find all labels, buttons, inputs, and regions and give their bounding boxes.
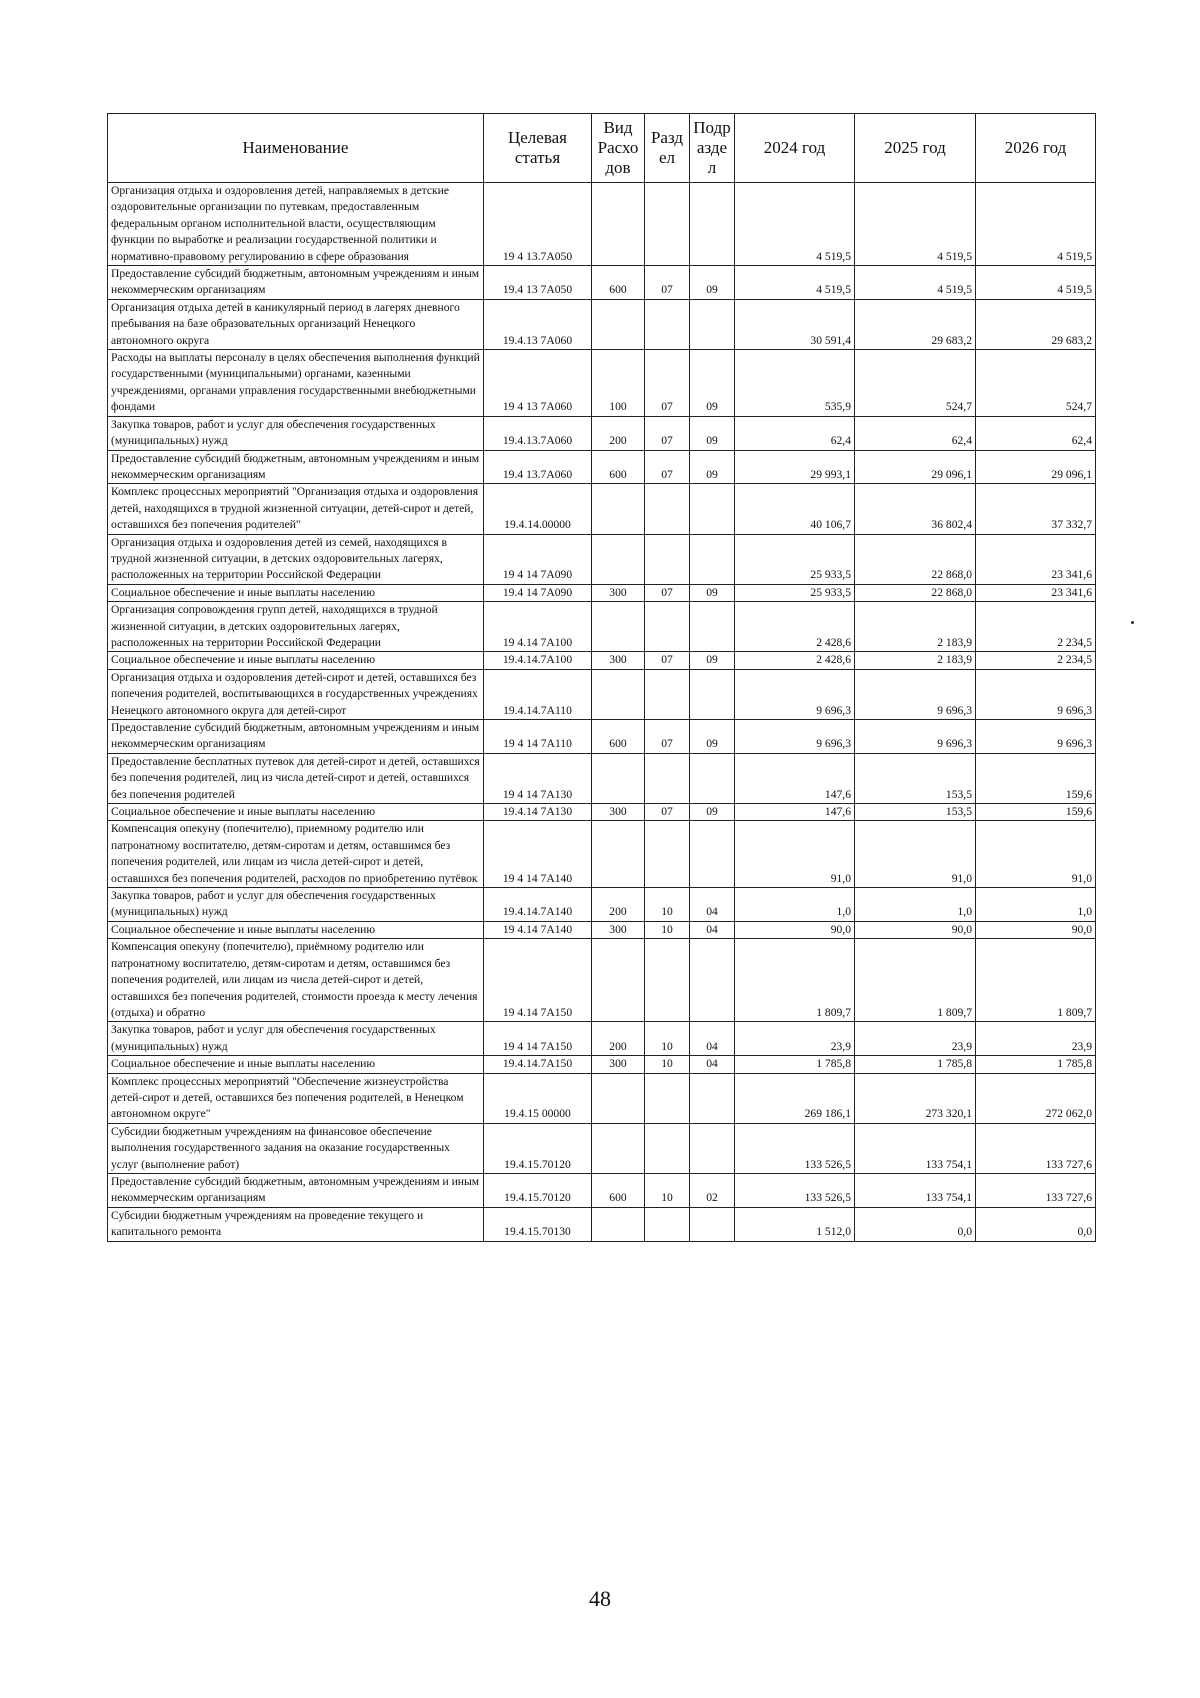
cell-expense-type [592, 753, 645, 803]
cell-subsection: 04 [690, 888, 735, 922]
cell-year-2025: 153,5 [855, 753, 976, 803]
cell-year-2024: 133 526,5 [735, 1123, 855, 1173]
header-expense-type: Вид Расхо дов [592, 114, 645, 183]
cell-year-2026: 9 696,3 [976, 669, 1096, 719]
cell-expense-type: 300 [592, 584, 645, 601]
cell-expense-type: 100 [592, 350, 645, 417]
cell-section: 07 [645, 350, 690, 417]
cell-target-article: 19.4.13 7А060 [484, 299, 592, 349]
cell-year-2026: 62,4 [976, 416, 1096, 450]
cell-year-2026: 9 696,3 [976, 720, 1096, 754]
cell-year-2026: 524,7 [976, 350, 1096, 417]
cell-year-2026: 4 519,5 [976, 183, 1096, 266]
budget-table [107, 113, 1096, 1242]
table-row [108, 669, 1096, 719]
cell-year-2024: 133 526,5 [735, 1173, 855, 1207]
cell-name: Предоставление субсидий бюджетным, автономным учреждениям и иным некоммерческим организациям [108, 1173, 484, 1207]
table-row [108, 921, 1096, 938]
table-row [108, 602, 1096, 652]
cell-year-2026: 1 809,7 [976, 939, 1096, 1022]
cell-name: Комплекс процессных мероприятий "Обеспечение жизнеустройства детей-сирот и детей, оставшихся без попечения родителей, в Ненецком автономном округе" [108, 1073, 484, 1123]
cell-subsection [690, 484, 735, 534]
table-row [108, 484, 1096, 534]
cell-target-article: 19 4 14 7А110 [484, 720, 592, 754]
cell-expense-type: 600 [592, 450, 645, 484]
cell-year-2024: 2 428,6 [735, 652, 855, 669]
cell-year-2024: 23,9 [735, 1022, 855, 1056]
cell-year-2025: 29 683,2 [855, 299, 976, 349]
cell-year-2026: 159,6 [976, 753, 1096, 803]
cell-expense-type: 200 [592, 1022, 645, 1056]
cell-name: Компенсация опекуну (попечителю), приёмному родителю или патронатному воспитателю, детям-сиротам и детям, оставшимся без попечения родителей, или лицам из числа детей-сирот и детей, оставшихся без попечения родителей, стоимости проезда к месту лечения (отдыха) и обратно [108, 939, 484, 1022]
cell-subsection [690, 1123, 735, 1173]
cell-target-article: 19 4.14 7А100 [484, 602, 592, 652]
cell-target-article: 19.4.15.70120 [484, 1123, 592, 1173]
cell-target-article: 19.4.14.7А140 [484, 888, 592, 922]
cell-year-2024: 25 933,5 [735, 584, 855, 601]
cell-target-article: 19 4.14 7А140 [484, 921, 592, 938]
cell-year-2024: 269 186,1 [735, 1073, 855, 1123]
cell-year-2026: 159,6 [976, 804, 1096, 821]
cell-year-2025: 1 785,8 [855, 1056, 976, 1073]
cell-year-2026: 29 096,1 [976, 450, 1096, 484]
cell-subsection: 09 [690, 720, 735, 754]
cell-section [645, 484, 690, 534]
cell-section [645, 821, 690, 888]
table-row [108, 416, 1096, 450]
cell-target-article: 19.4.15 00000 [484, 1073, 592, 1123]
header-name: Наименование [108, 114, 484, 183]
cell-year-2026: 23 341,6 [976, 584, 1096, 601]
cell-year-2025: 273 320,1 [855, 1073, 976, 1123]
header-year-2025: 2025 год [855, 114, 976, 183]
cell-year-2024: 1 785,8 [735, 1056, 855, 1073]
cell-year-2024: 9 696,3 [735, 669, 855, 719]
cell-year-2025: 29 096,1 [855, 450, 976, 484]
cell-year-2026: 91,0 [976, 821, 1096, 888]
cell-section: 07 [645, 266, 690, 300]
cell-year-2025: 2 183,9 [855, 602, 976, 652]
cell-expense-type: 300 [592, 921, 645, 938]
cell-expense-type [592, 484, 645, 534]
cell-expense-type: 600 [592, 1173, 645, 1207]
cell-year-2026: 37 332,7 [976, 484, 1096, 534]
cell-year-2025: 2 183,9 [855, 652, 976, 669]
cell-year-2025: 23,9 [855, 1022, 976, 1056]
table-row [108, 1056, 1096, 1073]
cell-year-2026: 272 062,0 [976, 1073, 1096, 1123]
cell-year-2024: 90,0 [735, 921, 855, 938]
cell-section [645, 1123, 690, 1173]
cell-year-2026: 1,0 [976, 888, 1096, 922]
cell-target-article: 19 4.14 7А150 [484, 939, 592, 1022]
table-row [108, 720, 1096, 754]
cell-expense-type: 600 [592, 720, 645, 754]
cell-subsection [690, 534, 735, 584]
cell-year-2024: 4 519,5 [735, 183, 855, 266]
cell-name: Закупка товаров, работ и услуг для обеспечения государственных (муниципальных) нужд [108, 1022, 484, 1056]
header-year-2024: 2024 год [735, 114, 855, 183]
cell-year-2024: 40 106,7 [735, 484, 855, 534]
table-row [108, 266, 1096, 300]
cell-name: Предоставление субсидий бюджетным, автономным учреждениям и иным некоммерческим организациям [108, 450, 484, 484]
cell-name: Предоставление субсидий бюджетным, автономным учреждениям и иным некоммерческим организациям [108, 266, 484, 300]
cell-expense-type: 200 [592, 888, 645, 922]
cell-target-article: 19 4 13 7А060 [484, 350, 592, 417]
cell-section [645, 669, 690, 719]
cell-target-article: 19.4.13.7А060 [484, 416, 592, 450]
cell-subsection: 09 [690, 350, 735, 417]
cell-name: Субсидии бюджетным учреждениям на проведение текущего и капитального ремонта [108, 1207, 484, 1241]
cell-year-2024: 147,6 [735, 753, 855, 803]
table-row [108, 584, 1096, 601]
cell-section [645, 1073, 690, 1123]
cell-section [645, 753, 690, 803]
cell-year-2025: 153,5 [855, 804, 976, 821]
cell-target-article: 19.4.14.7А100 [484, 652, 592, 669]
cell-section: 10 [645, 1022, 690, 1056]
cell-name: Закупка товаров, работ и услуг для обеспечения государственных (муниципальных) нужд [108, 888, 484, 922]
cell-section: 07 [645, 450, 690, 484]
header-target-article: Целевая статья [484, 114, 592, 183]
table-row [108, 1123, 1096, 1173]
cell-year-2024: 147,6 [735, 804, 855, 821]
cell-name: Организация отдыха и оздоровления детей-сирот и детей, оставшихся без попечения родителей, воспитывающихся в государственных учреждениях Ненецкого автономного округа для детей-сирот [108, 669, 484, 719]
cell-target-article: 19.4.14.00000 [484, 484, 592, 534]
cell-name: Социальное обеспечение и иные выплаты населению [108, 921, 484, 938]
header-year-2026: 2026 год [976, 114, 1096, 183]
cell-subsection [690, 1073, 735, 1123]
cell-expense-type: 300 [592, 1056, 645, 1073]
cell-expense-type [592, 1073, 645, 1123]
cell-expense-type [592, 183, 645, 266]
cell-expense-type [592, 939, 645, 1022]
page-number: 48 [589, 1586, 611, 1611]
cell-section: 07 [645, 652, 690, 669]
table-row [108, 804, 1096, 821]
cell-year-2024: 9 696,3 [735, 720, 855, 754]
cell-subsection: 09 [690, 416, 735, 450]
cell-name: Социальное обеспечение и иные выплаты населению [108, 1056, 484, 1073]
cell-year-2024: 91,0 [735, 821, 855, 888]
cell-expense-type [592, 669, 645, 719]
cell-name: Закупка товаров, работ и услуг для обеспечения государственных (муниципальных) нужд [108, 416, 484, 450]
cell-year-2025: 22 868,0 [855, 534, 976, 584]
table-body [108, 183, 1096, 1242]
cell-name: Социальное обеспечение и иные выплаты населению [108, 652, 484, 669]
cell-year-2024: 62,4 [735, 416, 855, 450]
cell-target-article: 19.4 13 7А050 [484, 266, 592, 300]
cell-year-2024: 1,0 [735, 888, 855, 922]
cell-section [645, 602, 690, 652]
cell-section: 10 [645, 1173, 690, 1207]
cell-expense-type [592, 1123, 645, 1173]
table-row [108, 652, 1096, 669]
cell-target-article: 19 4 14 7А150 [484, 1022, 592, 1056]
cell-target-article: 19 4 14 7А140 [484, 821, 592, 888]
cell-expense-type [592, 1207, 645, 1241]
cell-subsection: 09 [690, 450, 735, 484]
cell-subsection [690, 602, 735, 652]
cell-year-2025: 62,4 [855, 416, 976, 450]
cell-expense-type [592, 534, 645, 584]
cell-year-2024: 25 933,5 [735, 534, 855, 584]
cell-year-2025: 524,7 [855, 350, 976, 417]
cell-year-2024: 30 591,4 [735, 299, 855, 349]
budget-document [107, 113, 1095, 1242]
cell-year-2025: 0,0 [855, 1207, 976, 1241]
cell-year-2025: 91,0 [855, 821, 976, 888]
cell-section [645, 939, 690, 1022]
cell-name: Субсидии бюджетным учреждениям на финансовое обеспечение выполнения государственного задания на оказание государственных услуг (выполнение работ) [108, 1123, 484, 1173]
table-row [108, 450, 1096, 484]
cell-name: Комплекс процессных мероприятий "Организация отдыха и оздоровления детей, находящихся в трудной жизненной ситуации, детей-сирот и детей, оставшихся без попечения родителей" [108, 484, 484, 534]
cell-subsection [690, 753, 735, 803]
cell-name: Компенсация опекуну (попечителю), приемному родителю или патронатному воспитателю, детям-сиротам и детям, оставшимся без попечения родителей, или лицам из числа детей-сирот и детей, оставшихся без попечения родителей, расходов по приобретению путёвок [108, 821, 484, 888]
cell-expense-type [592, 602, 645, 652]
cell-name: Организация отдыха и оздоровления детей из семей, находящихся в трудной жизненной ситуации, в детских оздоровительных лагерях, расположенных на территории Российской Федерации [108, 534, 484, 584]
cell-year-2026: 2 234,5 [976, 652, 1096, 669]
cell-year-2025: 36 802,4 [855, 484, 976, 534]
cell-subsection [690, 183, 735, 266]
cell-section: 10 [645, 1056, 690, 1073]
cell-expense-type: 600 [592, 266, 645, 300]
cell-target-article: 19.4 14 7А090 [484, 584, 592, 601]
cell-target-article: 19 4 14 7А130 [484, 753, 592, 803]
cell-year-2026: 90,0 [976, 921, 1096, 938]
table-row [108, 299, 1096, 349]
cell-year-2025: 133 754,1 [855, 1123, 976, 1173]
table-row [108, 939, 1096, 1022]
header-section: Разд ел [645, 114, 690, 183]
cell-year-2026: 1 785,8 [976, 1056, 1096, 1073]
cell-year-2025: 22 868,0 [855, 584, 976, 601]
cell-subsection: 02 [690, 1173, 735, 1207]
cell-subsection [690, 669, 735, 719]
cell-year-2026: 4 519,5 [976, 266, 1096, 300]
cell-year-2024: 1 809,7 [735, 939, 855, 1022]
table-row [108, 183, 1096, 266]
table-row [108, 534, 1096, 584]
cell-year-2025: 1 809,7 [855, 939, 976, 1022]
table-row [108, 1207, 1096, 1241]
cell-subsection: 04 [690, 1056, 735, 1073]
cell-name: Организация сопровождения групп детей, находящихся в трудной жизненной ситуации, в детских оздоровительных лагерях, расположенных на территории Российской Федерации [108, 602, 484, 652]
cell-year-2026: 133 727,6 [976, 1173, 1096, 1207]
cell-target-article: 19.4 13.7А060 [484, 450, 592, 484]
cell-subsection [690, 821, 735, 888]
cell-subsection: 09 [690, 652, 735, 669]
cell-section: 10 [645, 888, 690, 922]
cell-year-2026: 2 234,5 [976, 602, 1096, 652]
cell-year-2024: 535,9 [735, 350, 855, 417]
cell-year-2024: 4 519,5 [735, 266, 855, 300]
cell-subsection: 04 [690, 1022, 735, 1056]
table-row [108, 753, 1096, 803]
cell-expense-type [592, 299, 645, 349]
cell-section: 10 [645, 921, 690, 938]
cell-section: 07 [645, 416, 690, 450]
cell-subsection: 04 [690, 921, 735, 938]
cell-expense-type: 300 [592, 804, 645, 821]
cell-year-2026: 23 341,6 [976, 534, 1096, 584]
cell-section [645, 183, 690, 266]
scan-speck [1131, 621, 1134, 624]
table-row [108, 888, 1096, 922]
cell-section [645, 299, 690, 349]
cell-target-article: 19.4.14 7А130 [484, 804, 592, 821]
cell-target-article: 19.4.15.70120 [484, 1173, 592, 1207]
cell-year-2026: 133 727,6 [976, 1123, 1096, 1173]
cell-year-2025: 1,0 [855, 888, 976, 922]
cell-subsection [690, 939, 735, 1022]
cell-expense-type: 300 [592, 652, 645, 669]
table-row [108, 821, 1096, 888]
table-row [108, 350, 1096, 417]
cell-subsection: 09 [690, 266, 735, 300]
cell-expense-type: 200 [592, 416, 645, 450]
cell-year-2024: 2 428,6 [735, 602, 855, 652]
cell-target-article: 19 4 13.7А050 [484, 183, 592, 266]
cell-year-2026: 29 683,2 [976, 299, 1096, 349]
cell-year-2025: 4 519,5 [855, 183, 976, 266]
cell-year-2025: 133 754,1 [855, 1173, 976, 1207]
cell-subsection: 09 [690, 584, 735, 601]
table-row [108, 1022, 1096, 1056]
cell-year-2024: 1 512,0 [735, 1207, 855, 1241]
cell-expense-type [592, 821, 645, 888]
cell-year-2024: 29 993,1 [735, 450, 855, 484]
cell-target-article: 19.4.15.70130 [484, 1207, 592, 1241]
header-subsection: Подр азде л [690, 114, 735, 183]
cell-target-article: 19.4.14.7А150 [484, 1056, 592, 1073]
cell-subsection: 09 [690, 804, 735, 821]
cell-section: 07 [645, 720, 690, 754]
cell-name: Предоставление бесплатных путевок для детей-сирот и детей, оставшихся без попечения родителей, лиц из числа детей-сирот и детей, оставшихся без попечения родителей [108, 753, 484, 803]
cell-name: Расходы на выплаты персоналу в целях обеспечения выполнения функций государственными (муниципальными) органами, казенными учреждениями, органами управления государственными внебюджетными фондами [108, 350, 484, 417]
cell-year-2025: 4 519,5 [855, 266, 976, 300]
cell-subsection [690, 299, 735, 349]
cell-year-2025: 9 696,3 [855, 669, 976, 719]
table-header-row [108, 114, 1096, 183]
cell-name: Социальное обеспечение и иные выплаты населению [108, 804, 484, 821]
cell-name: Организация отдыха детей в каникулярный период в лагерях дневного пребывания на базе образовательных организаций Ненецкого автономного округа [108, 299, 484, 349]
cell-subsection [690, 1207, 735, 1241]
cell-year-2026: 23,9 [976, 1022, 1096, 1056]
table-row [108, 1173, 1096, 1207]
cell-section [645, 1207, 690, 1241]
table-row [108, 1073, 1096, 1123]
cell-section: 07 [645, 804, 690, 821]
cell-year-2026: 0,0 [976, 1207, 1096, 1241]
cell-section: 07 [645, 584, 690, 601]
cell-year-2025: 9 696,3 [855, 720, 976, 754]
cell-name: Социальное обеспечение и иные выплаты населению [108, 584, 484, 601]
cell-section [645, 534, 690, 584]
cell-target-article: 19.4.14.7А110 [484, 669, 592, 719]
cell-name: Предоставление субсидий бюджетным, автономным учреждениям и иным некоммерческим организациям [108, 720, 484, 754]
cell-name: Организация отдыха и оздоровления детей, направляемых в детские оздоровительные организации по путевкам, предоставленным федеральным органом исполнительной власти, осуществляющим функции по выработке и реализации государственной политики и нормативно-правовому регулированию в сфере образования [108, 183, 484, 266]
cell-target-article: 19 4 14 7А090 [484, 534, 592, 584]
cell-year-2025: 90,0 [855, 921, 976, 938]
